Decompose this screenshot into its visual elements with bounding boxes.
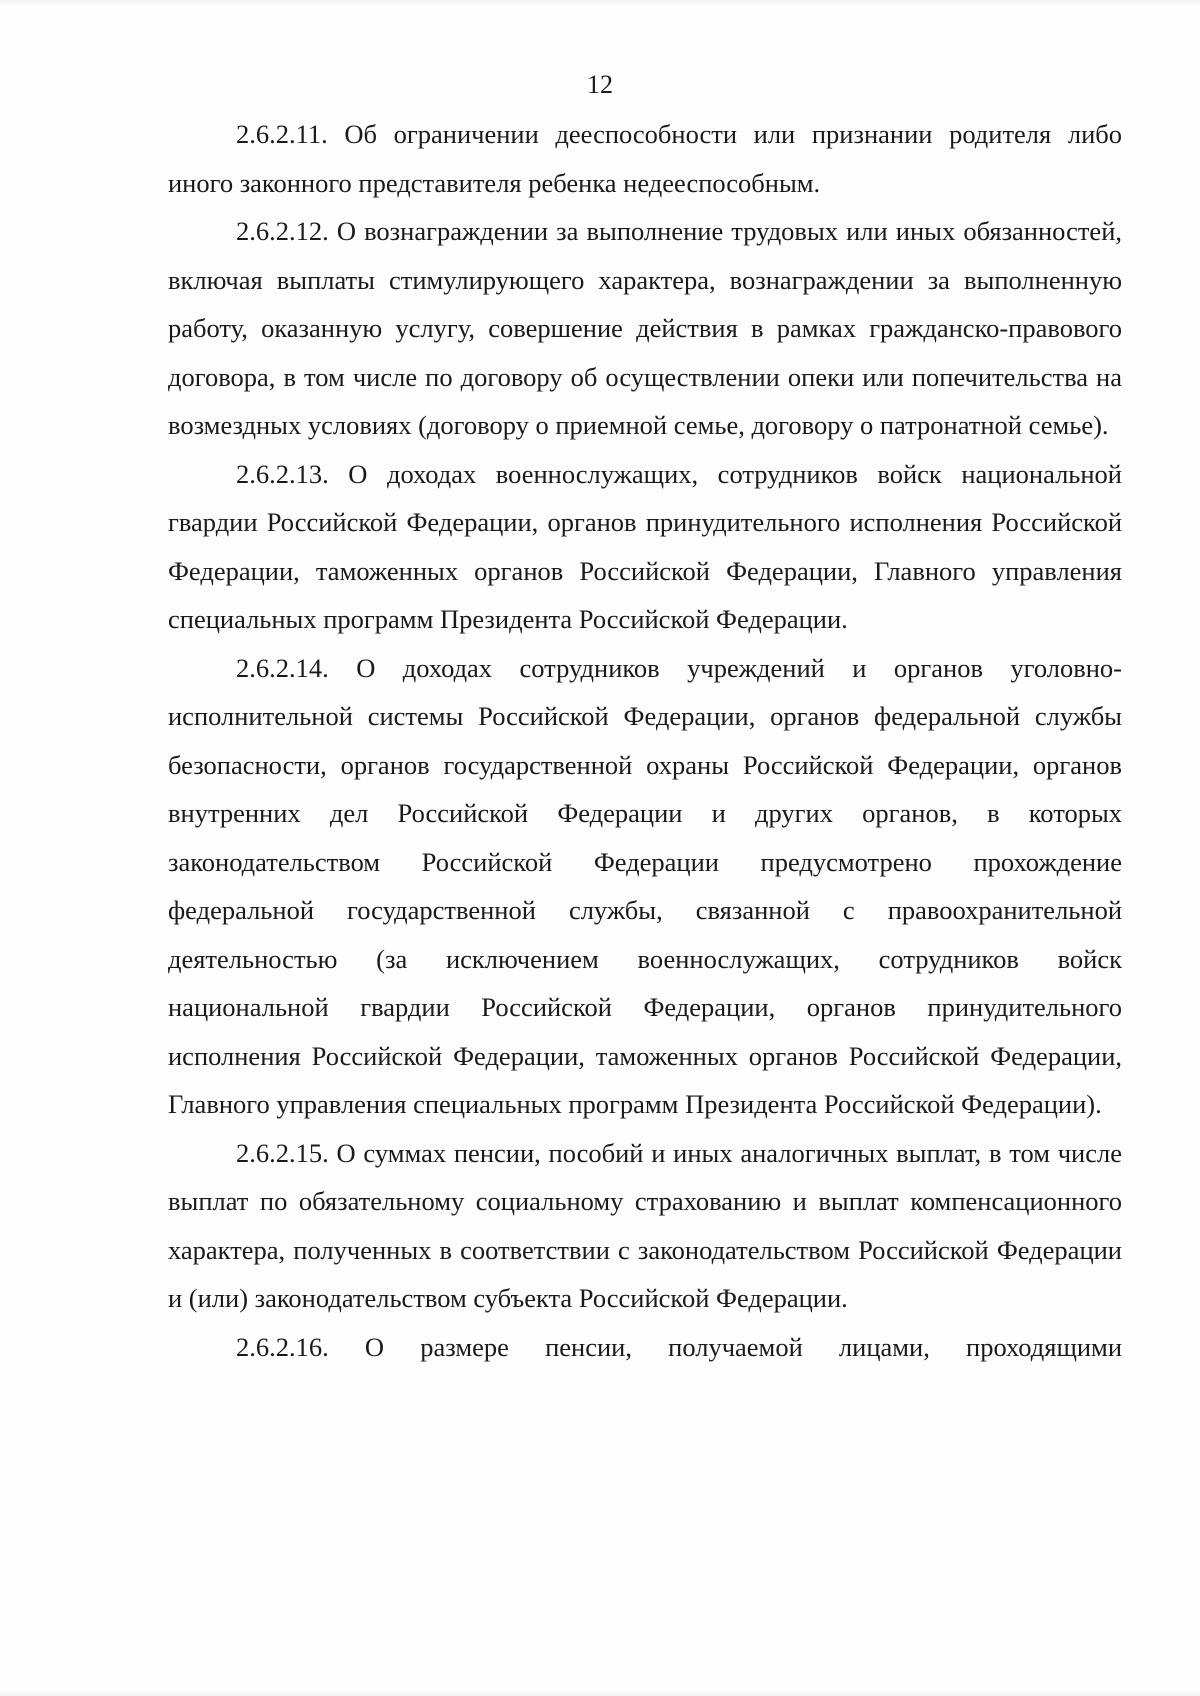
document-body — [168, 110, 1122, 1371]
paragraph-2-6-2-14: 2.6.2.14. О доходах сотрудников учреждений и органов уголовно-исполнительной системы Российской Федерации, органов федеральной службы безопасности, органов государственной охраны Российской Федерации, органов внутренних дел Российской Федерации и других органов, в которых законодательством Российской Федерации предусмотрено прохождение федеральной государственной службы, связанной с правоохранительной деятельностью (за исключением военнослужащих, сотрудников войск национальной гвардии Российской Федерации, органов принудительного исполнения Российской Федерации, таможенных органов Российской Федерации, Главного управления специальных программ Президента Российской Федерации). — [168, 652, 1122, 1119]
scan-edge-bottom — [0, 1690, 1200, 1696]
paragraph-2-6-2-11: 2.6.2.11. Об ограничении дееспособности или признании родителя либо иного законного представителя ребенка недееспособным. — [168, 119, 1122, 198]
paragraph-2-6-2-12: 2.6.2.12. О вознаграждении за выполнение трудовых или иных обязанностей, включая выплаты стимулирующего характера, вознаграждении за выполненную работу, оказанную услугу, совершение действия в рамках гражданско-правового договора, в том числе по договору об осуществлении опеки или попечительства на возмездных условиях (договору о приемной семье, договору о патронатной семье). — [168, 216, 1122, 440]
paragraph-2-6-2-16: 2.6.2.16. О размере пенсии, получаемой лицами, проходящими — [236, 1331, 1122, 1362]
paragraph-2-6-2-15: 2.6.2.15. О суммах пенсии, пособий и иных аналогичных выплат, в том числе выплат по обязательному социальному страхованию и выплат компенсационного характера, полученных в соответствии с законодательством Российской Федерации и (или) законодательством субъекта Российской Федерации. — [168, 1137, 1122, 1313]
page-number: 12 — [587, 70, 613, 99]
paragraph-2-6-2-13: 2.6.2.13. О доходах военнослужащих, сотрудников войск национальной гвардии Российской Федерации, органов принудительного исполнения Российской Федерации, таможенных органов Российской Федерации, Главного управления специальных программ Президента Российской Федерации. — [168, 458, 1122, 634]
scan-edge-top — [0, 0, 1200, 6]
